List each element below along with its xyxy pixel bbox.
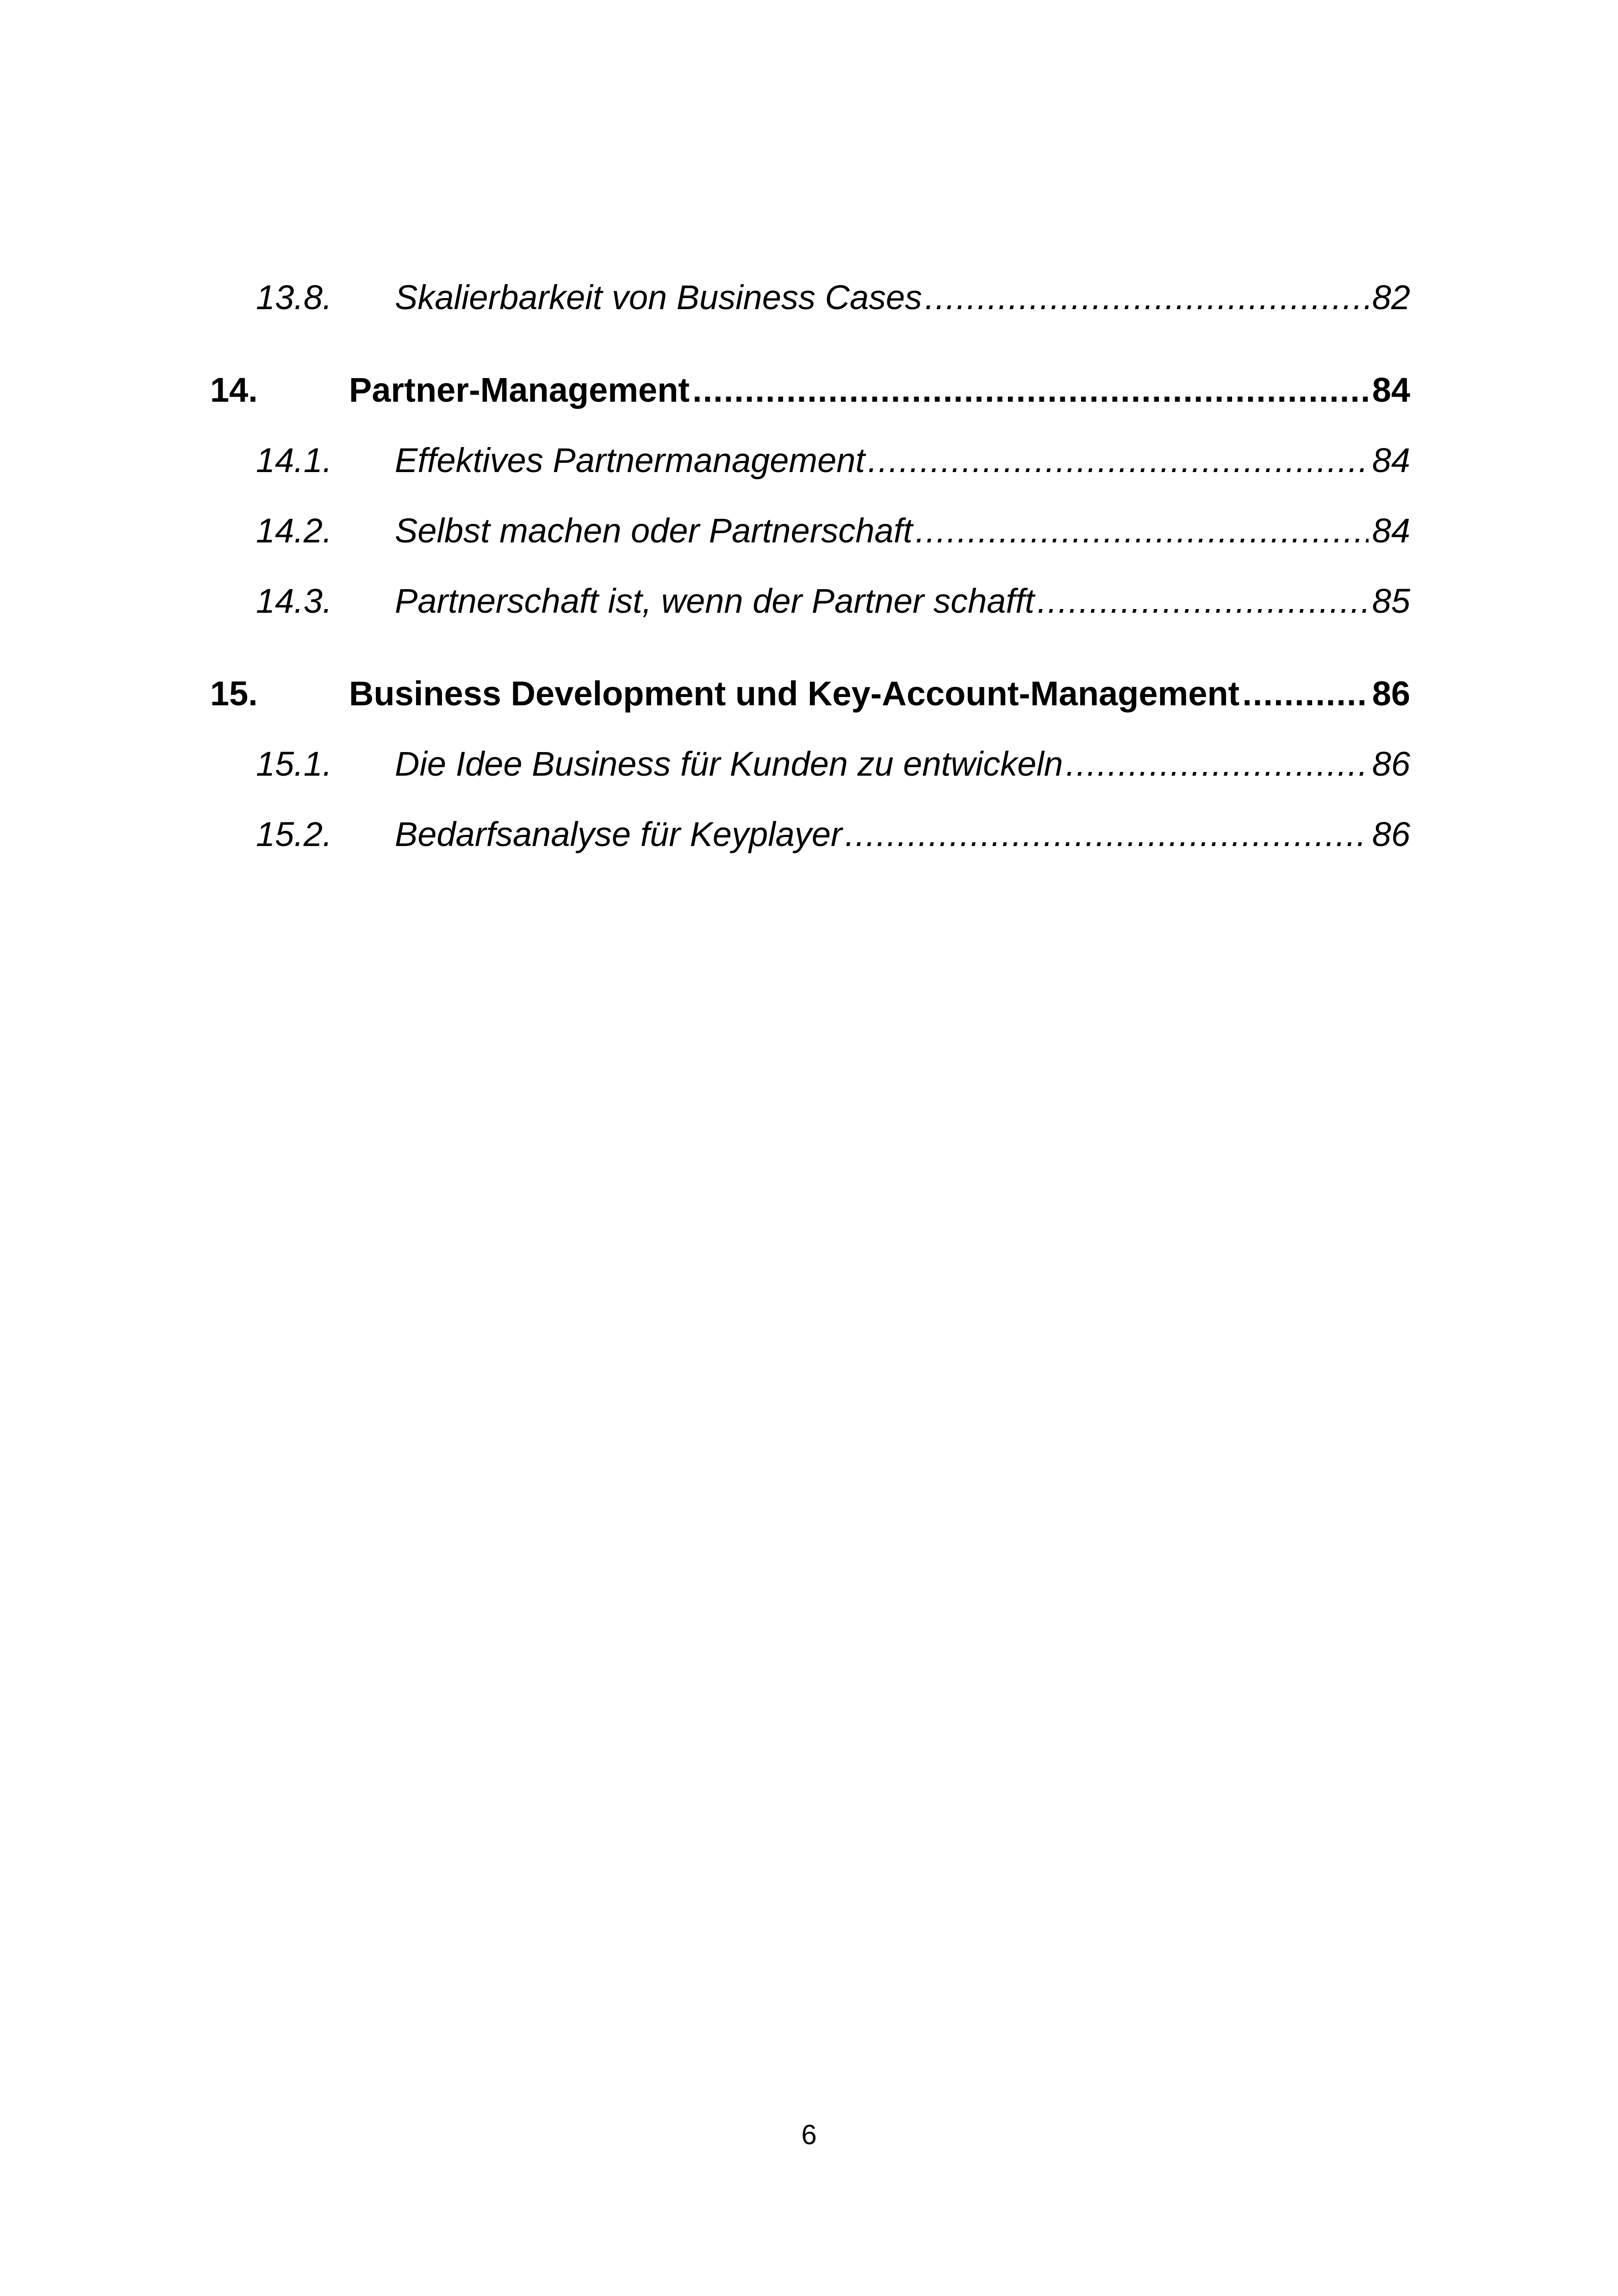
toc-entry-number: 15.1. — [256, 745, 332, 783]
toc-entry-title: Bedarfsanalyse für Keyplayer — [395, 815, 842, 853]
toc-entry-title: Partner-Management — [349, 371, 690, 409]
toc-entry-number: 14.3. — [256, 582, 332, 620]
page-number: 6 — [801, 2119, 817, 2150]
dot-leader — [915, 511, 1369, 550]
toc-entry-14-1[interactable] — [256, 441, 1410, 492]
toc-entry-title: Skalierbarkeit von Business Cases — [395, 278, 922, 317]
toc-entry-page: 85 — [1372, 582, 1410, 620]
toc-entry-number: 15.2. — [256, 815, 332, 853]
toc-entry-page: 86 — [1372, 674, 1410, 713]
toc-entry-page: 84 — [1372, 441, 1410, 479]
toc-entry-page: 84 — [1372, 371, 1410, 409]
toc-entry-page: 86 — [1372, 745, 1410, 783]
dot-leader — [1242, 674, 1368, 713]
toc-entry-number: 14.1. — [256, 441, 332, 479]
toc-entry-title: Partnerschaft ist, wenn der Partner schafft — [395, 582, 1034, 620]
toc-entry-number: 14. — [210, 371, 258, 409]
toc-entry-page: 82 — [1372, 278, 1410, 317]
dot-leader — [925, 278, 1368, 317]
toc-entry-13-8[interactable] — [256, 278, 1410, 329]
toc-entry-page: 86 — [1372, 815, 1410, 853]
toc-entry-title: Die Idee Business für Kunden zu entwickeln — [395, 745, 1063, 783]
toc-entry-title: Effektives Partnermanagement — [395, 441, 865, 479]
toc-entry-15-1[interactable] — [256, 744, 1410, 795]
toc-entry-14-2[interactable] — [256, 511, 1410, 562]
dot-leader — [845, 815, 1369, 854]
toc-entry-number: 13.8. — [256, 278, 332, 317]
toc-entry-title: Selbst machen oder Partnerschaft — [395, 511, 913, 550]
toc-entry-page: 84 — [1372, 511, 1410, 550]
dot-leader — [692, 370, 1369, 410]
dot-leader — [868, 441, 1369, 480]
dot-leader — [1037, 581, 1369, 621]
toc-entry-14[interactable] — [210, 370, 1410, 421]
toc-entry-15[interactable] — [210, 674, 1410, 725]
toc-entry-15-2[interactable] — [256, 815, 1410, 865]
dot-leader — [1066, 744, 1369, 784]
toc-entry-title: Business Development und Key-Account-Management — [349, 674, 1240, 713]
toc-entry-number: 14.2. — [256, 511, 332, 550]
toc-entry-number: 15. — [210, 674, 258, 713]
toc-entry-14-3[interactable] — [256, 581, 1410, 632]
